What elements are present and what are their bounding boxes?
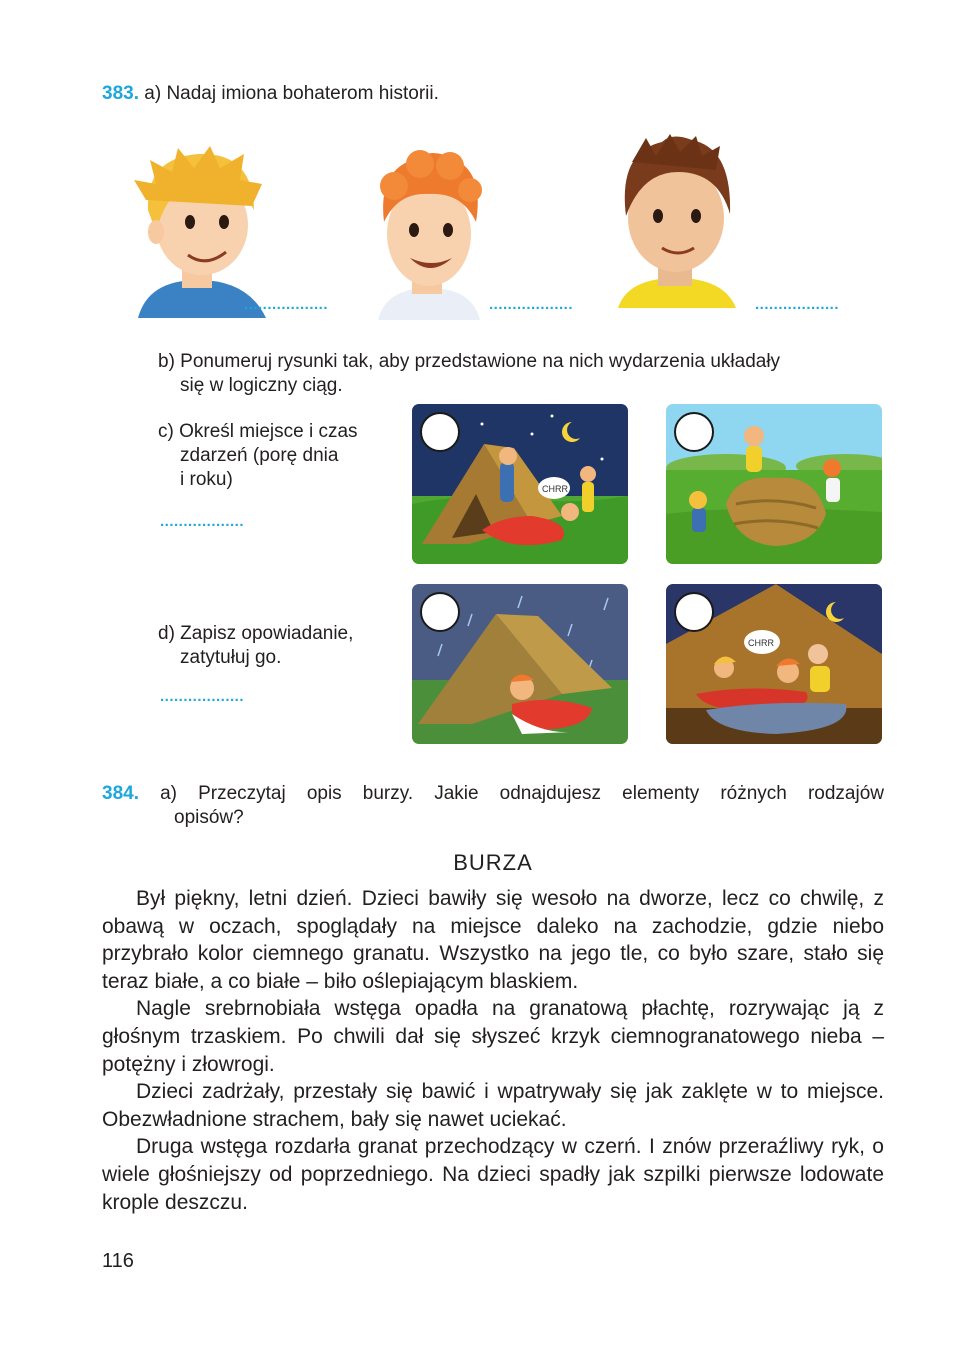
task-d-text-line1: d) Zapisz opowiadanie, [158, 623, 354, 644]
story-paragraph-1: Był piękny, letni dzień. Dzieci bawiły się wesoło na dworze, lecz co chwilę, z obawą w oczach, spoglądały na miejsce daleko na zachodzie, gdzie niebo przybrało kolor ciemnego granatu. Wszystko na jego tle, co było szare, stało się teraz białe, a co białe – biło oślepiającym blaskiem. [102, 887, 884, 993]
task-384-a-line2: opisów? [174, 807, 244, 828]
number-circle-4[interactable] [674, 592, 714, 632]
exercise-383-header [102, 82, 439, 106]
exercise-number-384: 384. [102, 783, 139, 804]
snore-text-2: CHRR [748, 638, 774, 648]
name-blank-3[interactable]: .................. [755, 296, 840, 313]
snore-text: CHRR [542, 484, 568, 494]
name-blank-1[interactable]: .................. [244, 296, 329, 313]
exercise-number: 383. [102, 83, 139, 104]
task-c-text-line3: i roku) [180, 469, 233, 490]
story-title: BURZA [453, 850, 533, 875]
page-number: 116 [102, 1250, 134, 1272]
task-a-text: a) Nadaj imiona bohaterom historii. [144, 83, 439, 104]
picture-inside-tent-night [666, 584, 882, 744]
task-c-text-line2: zdarzeń (porę dnia [180, 445, 339, 466]
answer-blank-d[interactable]: .................. [160, 688, 245, 705]
boy-portrait-redhead [372, 146, 486, 320]
task-b-text-line1: b) Ponumeruj rysunki tak, aby przedstawione na nich wydarzenia układały [158, 351, 781, 372]
picture-rain-tent [412, 584, 628, 744]
number-circle-3[interactable] [420, 592, 460, 632]
name-blank-2[interactable]: .................. [489, 296, 574, 313]
task-b [158, 350, 886, 398]
story-text [102, 885, 884, 1216]
task-d [158, 622, 388, 670]
task-c-text-line1: c) Określ miejsce i czas [158, 421, 358, 442]
task-c [158, 420, 388, 492]
boy-portrait-blond [128, 140, 270, 318]
boy-portrait-brown-hair [612, 132, 740, 308]
picture-night-tent-carrying [412, 404, 628, 564]
exercise-384-header [102, 782, 884, 830]
task-d-text-line2: zatytułuj go. [180, 647, 282, 668]
number-circle-2[interactable] [674, 412, 714, 452]
task-384-a-line1: a) Przeczytaj opis burzy. Jakie odnajdujesz elementy różnych rodzajów [160, 783, 885, 804]
answer-blank-c[interactable]: .................. [160, 513, 245, 530]
task-b-text-line2: się w logiczny ciąg. [180, 375, 343, 396]
number-circle-1[interactable] [420, 412, 460, 452]
story-paragraph-3: Dzieci zadrżały, przestały się bawić i wpatrywały się jak zaklęte w to miejsce. Obezwładnione strachem, bały się nawet uciekać. [102, 1080, 884, 1131]
picture-day-tent-collapsed [666, 404, 882, 564]
story-paragraph-4: Druga wstęga rozdarła granat przechodzący w czerń. I znów przeraźliwy ryk, o wiele głośniejszy od poprzedniego. Na dzieci spadły jak szpilki pierwsze lodowate krople deszczu. [102, 1135, 884, 1214]
story-paragraph-2: Nagle srebrnobiała wstęga opadła na granatową płachtę, rozrywając ją z głośnym trzaskiem. Po chwili dał się słyszeć krzyk ciemnogranatowego nieba – potężny i złowrogi. [102, 997, 884, 1076]
